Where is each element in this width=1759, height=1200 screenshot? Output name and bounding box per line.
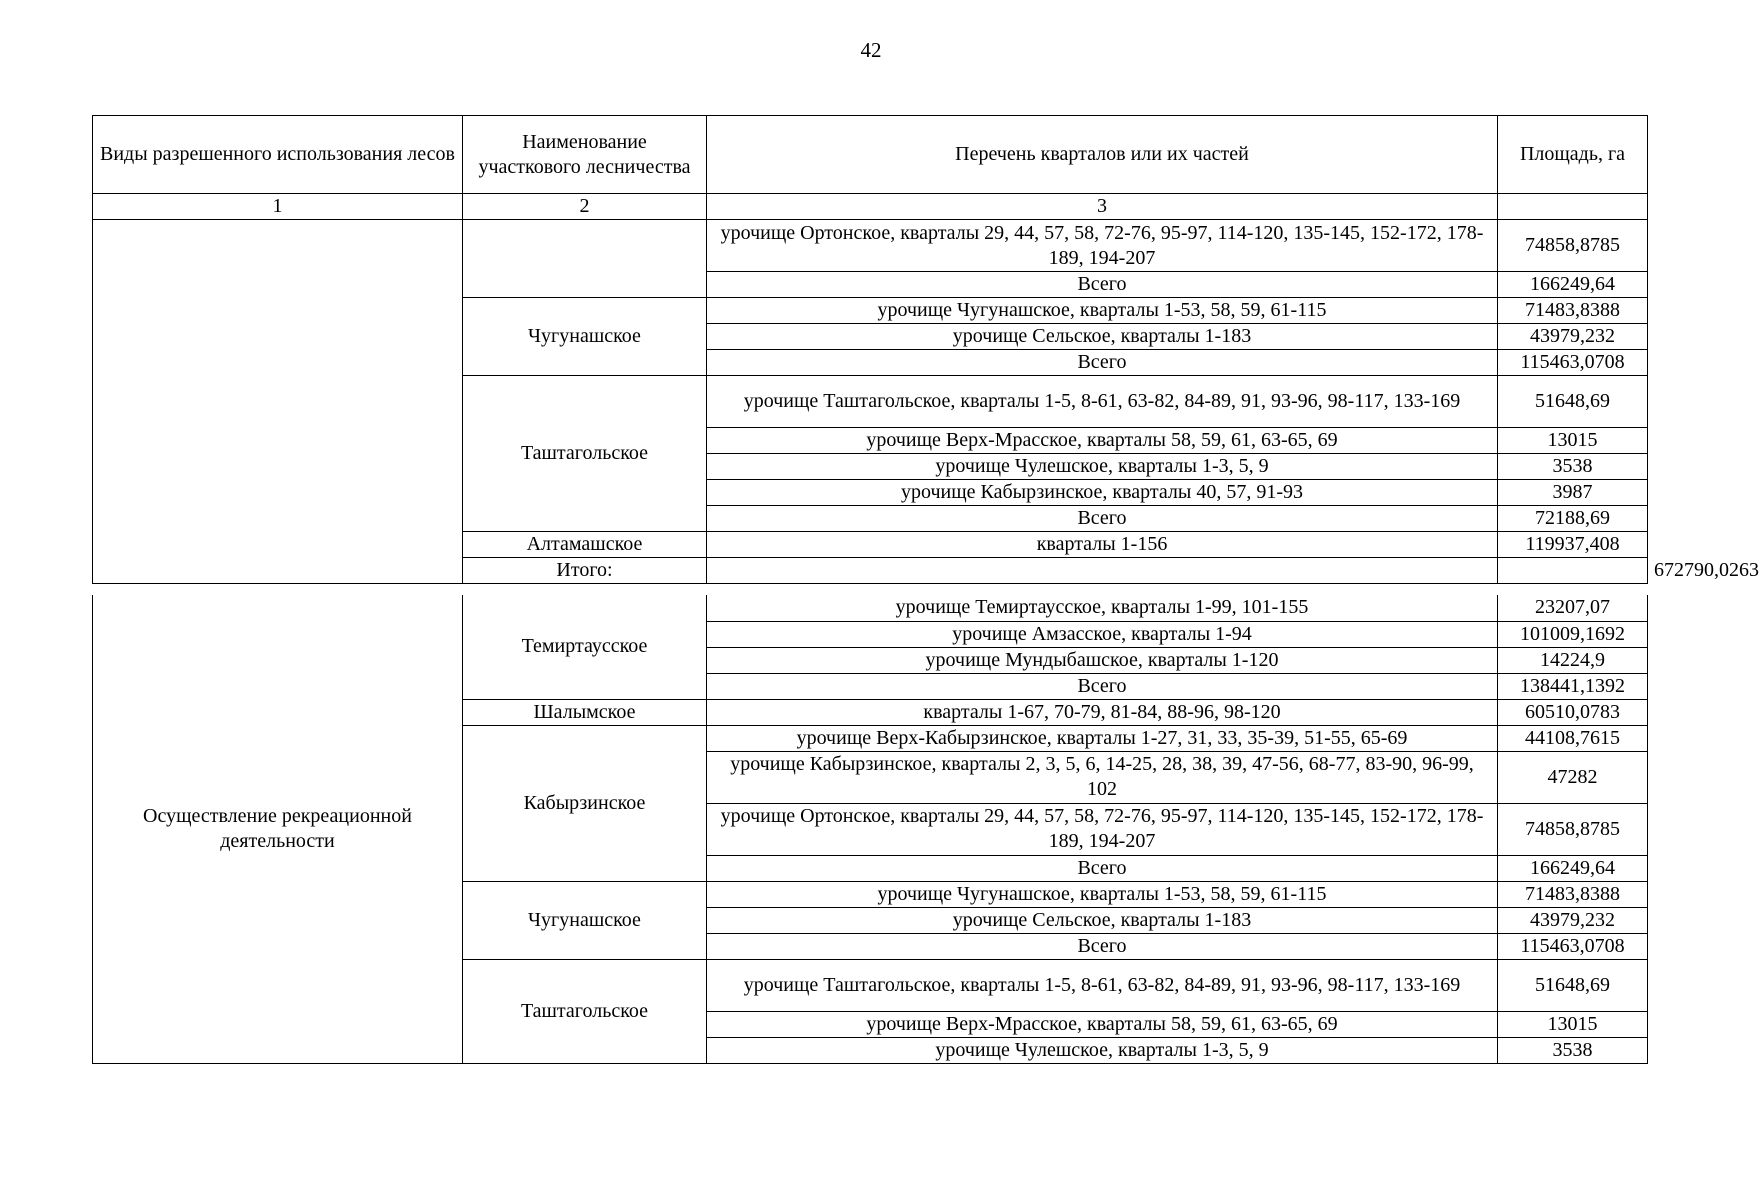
area-cell: 71483,8388 [1498, 298, 1648, 324]
area-cell: 44108,7615 [1498, 725, 1648, 751]
forestry-cell: Алтамашское [463, 532, 707, 558]
area-cell: 166249,64 [1498, 272, 1648, 298]
quarters-cell: урочище Сельское, кварталы 1-183 [707, 324, 1498, 350]
header-forestry: Наименование участкового лесничества [463, 116, 707, 194]
area-cell: 13015 [1498, 1011, 1648, 1037]
total-forestry-cell [707, 558, 1498, 584]
quarters-cell: Всего [707, 673, 1498, 699]
total-row: Итого: 672790,0263 [93, 558, 1648, 584]
quarters-cell: урочище Чулешское, кварталы 1-3, 5, 9 [707, 1037, 1498, 1063]
area-cell: 115463,0708 [1498, 350, 1648, 376]
area-cell: 14224,9 [1498, 647, 1648, 673]
quarters-cell: урочище Темиртаусское, кварталы 1-99, 101-155 [707, 595, 1498, 621]
header-quarters: Перечень кварталов или их частей [707, 116, 1498, 194]
forestry-cell: Таштагольское [463, 376, 707, 532]
quarters-cell: Всего [707, 350, 1498, 376]
area-cell: 115463,0708 [1498, 933, 1648, 959]
area-cell: 72188,69 [1498, 506, 1648, 532]
page-number: 42 [860, 38, 882, 62]
area-cell: 13015 [1498, 428, 1648, 454]
area-cell: 43979,232 [1498, 907, 1648, 933]
area-cell: 51648,69 [1498, 376, 1648, 428]
use-type-cell [93, 220, 463, 584]
area-cell: 166249,64 [1498, 855, 1648, 881]
quarters-cell: урочище Кабырзинское, кварталы 2, 3, 5, 6, 14-25, 28, 38, 39, 47-56, 68-77, 83-90, 96-99, 102 [707, 751, 1498, 803]
quarters-cell: урочище Чулешское, кварталы 1-3, 5, 9 [707, 454, 1498, 480]
quarters-cell: урочище Верх-Кабырзинское, кварталы 1-27, 31, 33, 35-39, 51-55, 65-69 [707, 725, 1498, 751]
forestry-cell: Кабырзинское [463, 725, 707, 881]
column-number: 1 [93, 194, 463, 220]
area-cell: 101009,1692 [1498, 621, 1648, 647]
area-cell: 3538 [1498, 454, 1648, 480]
area-cell: 43979,232 [1498, 324, 1648, 350]
forestry-cell [463, 220, 707, 298]
table-row [93, 220, 1648, 272]
quarters-cell: Всего [707, 506, 1498, 532]
forestry-cell: Шалымское [463, 699, 707, 725]
quarters-cell: Всего [707, 272, 1498, 298]
quarters-cell: кварталы 1-156 [707, 532, 1498, 558]
forestry-cell: Чугунашское [463, 298, 707, 376]
forestry-cell: Таштагольское [463, 959, 707, 1063]
column-number-row [93, 194, 1648, 220]
area-cell: 60510,0783 [1498, 699, 1648, 725]
area-cell: 138441,1392 [1498, 673, 1648, 699]
use-type-cell: Осуществление рекреационной деятельности [93, 595, 463, 1063]
area-cell: 47282 [1498, 751, 1648, 803]
quarters-cell: урочище Верх-Мрасское, кварталы 58, 59, 61, 63-65, 69 [707, 1011, 1498, 1037]
total-quarters-cell [1498, 558, 1648, 584]
forest-use-table [92, 115, 1759, 584]
table-row [93, 595, 1648, 621]
area-cell: 119937,408 [1498, 532, 1648, 558]
header-row [93, 116, 1648, 194]
area-cell: 23207,07 [1498, 595, 1648, 621]
header-use-type: Виды разрешенного использования лесов [93, 116, 463, 194]
area-cell: 71483,8388 [1498, 881, 1648, 907]
column-number: 3 [707, 194, 1498, 220]
quarters-cell: урочище Таштагольское, кварталы 1-5, 8-61, 63-82, 84-89, 91, 93-96, 98-117, 133-169 [707, 959, 1498, 1011]
header-area: Площадь, га [1498, 116, 1648, 194]
quarters-cell: урочище Сельское, кварталы 1-183 [707, 907, 1498, 933]
area-cell: 74858,8785 [1498, 220, 1648, 272]
area-cell: 74858,8785 [1498, 803, 1648, 855]
forestry-cell: Чугунашское [463, 881, 707, 959]
area-cell: 3987 [1498, 480, 1648, 506]
quarters-cell: урочище Верх-Мрасское, кварталы 58, 59, 61, 63-65, 69 [707, 428, 1498, 454]
quarters-cell: кварталы 1-67, 70-79, 81-84, 88-96, 98-120 [707, 699, 1498, 725]
quarters-cell: Всего [707, 855, 1498, 881]
area-cell: 51648,69 [1498, 959, 1648, 1011]
quarters-cell: урочище Амзасское, кварталы 1-94 [707, 621, 1498, 647]
forest-use-table-recreation [92, 595, 1648, 1064]
area-cell: 3538 [1498, 1037, 1648, 1063]
quarters-cell: урочище Ортонское, кварталы 29, 44, 57, 58, 72-76, 95-97, 114-120, 135-145, 152-172, 178-189, 194-207 [707, 803, 1498, 855]
quarters-cell: Всего [707, 933, 1498, 959]
quarters-cell: урочище Кабырзинское, кварталы 40, 57, 91-93 [707, 480, 1498, 506]
column-number [1498, 194, 1648, 220]
quarters-cell: урочище Ортонское, кварталы 29, 44, 57, 58, 72-76, 95-97, 114-120, 135-145, 152-172, 178-189, 194-207 [707, 220, 1498, 272]
quarters-cell: урочище Чугунашское, кварталы 1-53, 58, 59, 61-115 [707, 881, 1498, 907]
total-label: Итого: [463, 558, 707, 584]
forestry-cell: Темиртаусское [463, 595, 707, 699]
quarters-cell: урочище Чугунашское, кварталы 1-53, 58, 59, 61-115 [707, 298, 1498, 324]
quarters-cell: урочище Таштагольское, кварталы 1-5, 8-61, 63-82, 84-89, 91, 93-96, 98-117, 133-169 [707, 376, 1498, 428]
column-number: 2 [463, 194, 707, 220]
quarters-cell: урочище Мундыбашское, кварталы 1-120 [707, 647, 1498, 673]
